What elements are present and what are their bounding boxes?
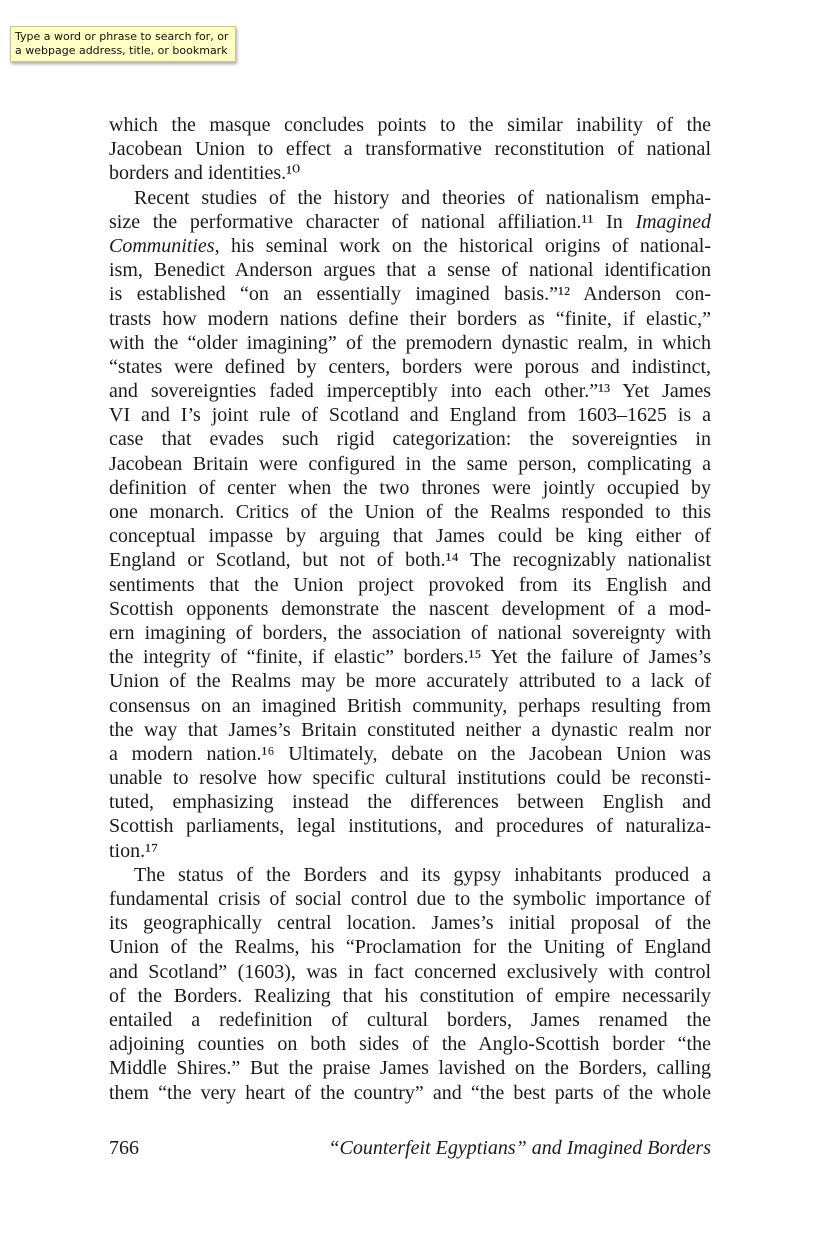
text-line: and Scotland” (1603), was in fact concerned exclusively with control <box>109 960 711 983</box>
page-body <box>109 113 711 1105</box>
text-line: them “the very heart of the country” and “the best parts of the whole <box>109 1081 711 1104</box>
text-line: with the “older imagining” of the premodern dynastic realm, in which <box>109 331 711 354</box>
text-line: tuted, emphasizing instead the differences between English and <box>109 791 711 814</box>
text-line: England or Scotland, but not of both.¹⁴ The recognizably nationalist <box>109 549 711 572</box>
page-number: 766 <box>109 1137 139 1159</box>
text-line: ern imagining of borders, the association of national sovereignty with <box>109 621 711 644</box>
text-line: size the performative character of national affiliation.¹¹ In Imagined <box>109 210 711 233</box>
text-line: “states were defined by centers, borders were porous and indistinct, <box>109 355 711 378</box>
text-line: The status of the Borders and its gypsy inhabitants produced a <box>134 863 711 886</box>
text-line: VI and I’s joint rule of Scotland and England from 1603–1625 is a <box>109 404 711 427</box>
text-line: unable to resolve how specific cultural institutions could be reconsti- <box>109 767 711 790</box>
text-line: a modern nation.¹⁶ Ultimately, debate on the Jacobean Union was <box>109 742 711 765</box>
page-footer <box>109 1135 711 1161</box>
text-line: Scottish opponents demonstrate the nascent development of a mod- <box>109 597 711 620</box>
text-line: tion.¹⁷ <box>109 839 159 862</box>
text-line: case that evades such rigid categorization: the sovereignties in <box>109 428 711 451</box>
text-line: is established “on an essentially imagined basis.”¹² Anderson con- <box>109 283 711 306</box>
text-line: the way that James’s Britain constituted neither a dynastic realm nor <box>109 718 711 741</box>
text-line: Jacobean Britain were configured in the same person, complicating a <box>109 452 711 475</box>
text-line: fundamental crisis of social control due to the symbolic importance of <box>109 888 711 910</box>
text-line: Middle Shires.” But the praise James lavished on the Borders, calling <box>109 1057 711 1080</box>
text-line: Jacobean Union to effect a transformative reconstitution of national <box>109 138 711 161</box>
text-line: definition of center when the two thrones were jointly occupied by <box>109 476 711 499</box>
text-line: borders and identities.¹⁰ <box>109 162 301 185</box>
text-line: Union of the Realms, his “Proclamation for the Uniting of England <box>109 936 711 959</box>
text-line: conceptual impasse by arguing that James could be king either of <box>109 525 711 548</box>
text-line: the integrity of “finite, if elastic” borders.¹⁵ Yet the failure of James’s <box>109 646 711 669</box>
text-line: adjoining counties on both sides of the Anglo-Scottish border “the <box>109 1033 711 1056</box>
text-line: of the Borders. Realizing that his constitution of empire necessarily <box>109 984 711 1007</box>
text-line: sentiments that the Union project provoked from its English and <box>109 573 711 596</box>
text-line: Scottish parliaments, legal institutions, and procedures of naturaliza- <box>109 815 711 838</box>
text-line: entailed a redefinition of cultural borders, James renamed the <box>109 1008 711 1031</box>
text-line: Recent studies of the history and theories of nationalism empha- <box>134 186 711 209</box>
text-line: which the masque concludes points to the similar inability of the <box>109 114 711 136</box>
text-line: one monarch. Critics of the Union of the Realms responded to this <box>109 501 711 523</box>
text-line: Union of the Realms may be more accurately attributed to a lack of <box>109 670 711 693</box>
text-line: trasts how modern nations define their borders as “finite, if elastic,” <box>109 307 711 330</box>
text-line: and sovereignties faded imperceptibly into each other.”¹³ Yet James <box>109 380 711 403</box>
running-title: “Counterfeit Egyptians” and Imagined Borders <box>328 1137 711 1159</box>
text-line: consensus on an imagined British community, perhaps resulting from <box>109 694 711 717</box>
search-tooltip: Type a word or phrase to search for, or a webpage address, title, or bookmark <box>10 26 236 62</box>
text-line: Communities, his seminal work on the historical origins of national- <box>109 234 711 257</box>
text-line: ism, Benedict Anderson argues that a sense of national identification <box>109 259 711 282</box>
text-line: its geographically central location. James’s initial proposal of the <box>109 912 711 935</box>
